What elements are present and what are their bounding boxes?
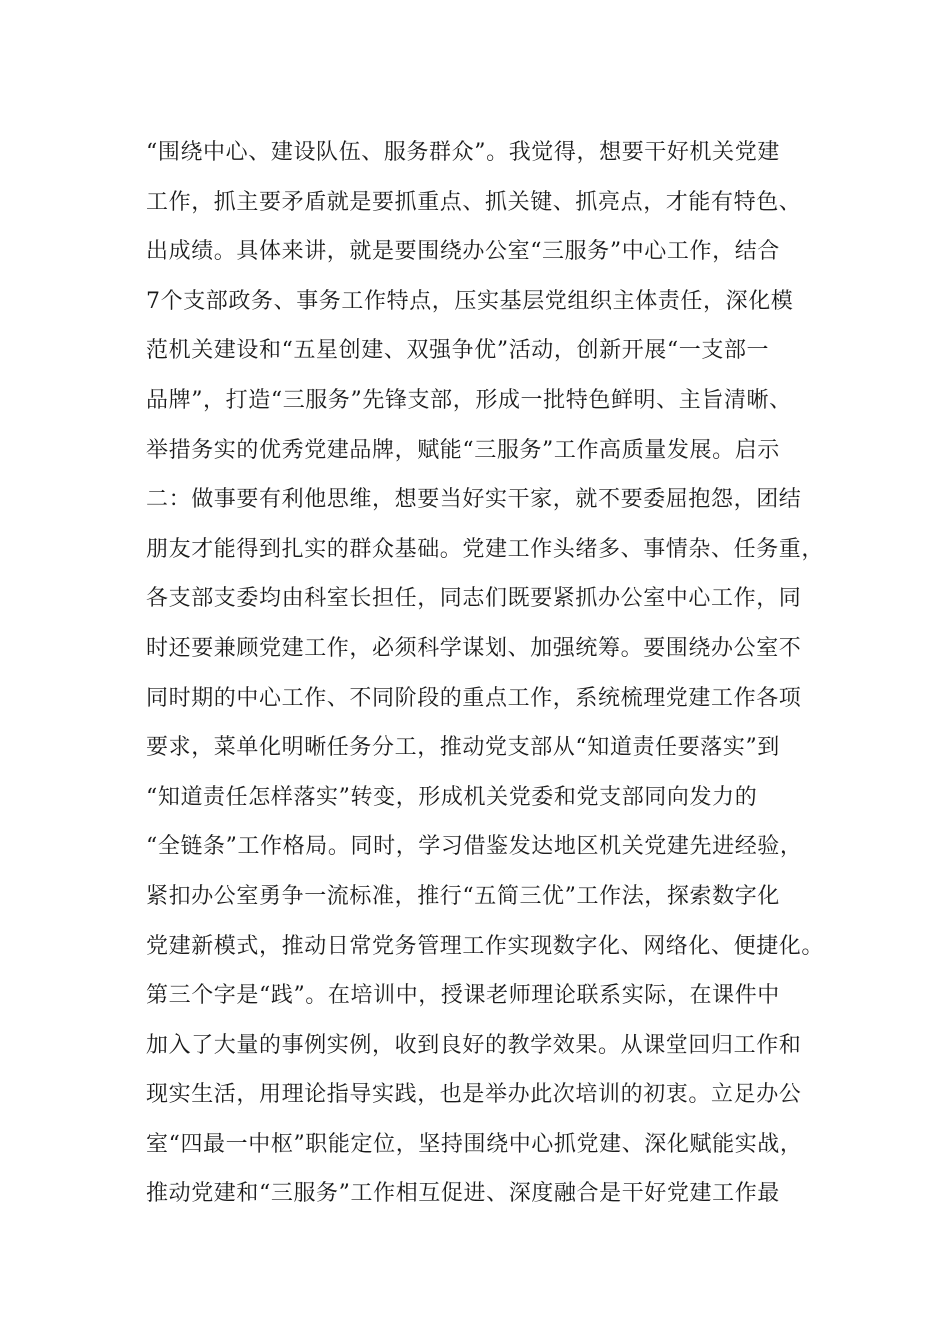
text-line: 工作，抓主要矛盾就是要抓重点、抓关键、抓亮点，才能有特色、 [146,189,802,215]
text-line: “全链条”工作格局。同时，学习借鉴发达地区机关党建先进经验， [146,834,803,860]
text-line: 加入了大量的事例实例，收到良好的教学效果。从课堂回归工作和 [146,1032,802,1058]
body-text [146,128,826,1219]
text-line: 紧扣办公室勇争一流标准，推行“五简三优”工作法，探索数字化 [146,883,780,909]
text-line: 7个支部政务、事务工作特点，压实基层党组织主体责任，深化模 [146,288,794,314]
text-line: 第三个字是“践”。在培训中，授课老师理论联系实际，在课件中 [146,983,780,1009]
text-line: 品牌”，打造“三服务”先锋支部，形成一批特色鲜明、主旨清晰、 [146,387,792,413]
text-line: 要求，菜单化明晰任务分工，推动党支部从“知道责任要落实”到 [146,735,780,761]
text-line: 同时期的中心工作、不同阶段的重点工作，系统梳理党建工作各项 [146,685,802,711]
text-line: “知道责任怎样落实”转变，形成机关党委和党支部同向发力的 [146,784,758,810]
text-line: 现实生活，用理论指导实践，也是举办此次培训的初衷。立足办公 [146,1082,802,1108]
text-line: “围绕中心、建设队伍、服务群众”。我觉得，想要干好机关党建 [146,140,780,165]
text-line: 各支部支委均由科室长担任，同志们既要紧抓办公室中心工作，同 [146,586,802,612]
text-line: 党建新模式，推动日常党务管理工作实现数字化、网络化、便捷化。 [146,933,825,959]
text-line: 推动党建和“三服务”工作相互促进、深度融合是干好党建工作最 [146,1181,780,1207]
text-line: 时还要兼顾党建工作，必须科学谋划、加强统筹。要围绕办公室不 [146,635,802,661]
text-line: 出成绩。具体来讲，就是要围绕办公室“三服务”中心工作，结合 [146,239,780,265]
text-line: 范机关建设和“五星创建、双强争优”活动，创新开展“一支部一 [146,338,770,364]
text-line: 室“四最一中枢”职能定位，坚持围绕中心抓党建、深化赋能实战， [146,1131,803,1157]
text-line: 朋友才能得到扎实的群众基础。党建工作头绪多、事情杂、任务重， [146,536,825,562]
text-line: 二：做事要有利他思维，想要当好实干家，就不要委屈抱怨，团结 [146,487,802,513]
text-line: 举措务实的优秀党建品牌，赋能“三服务”工作高质量发展。启示 [146,437,780,463]
